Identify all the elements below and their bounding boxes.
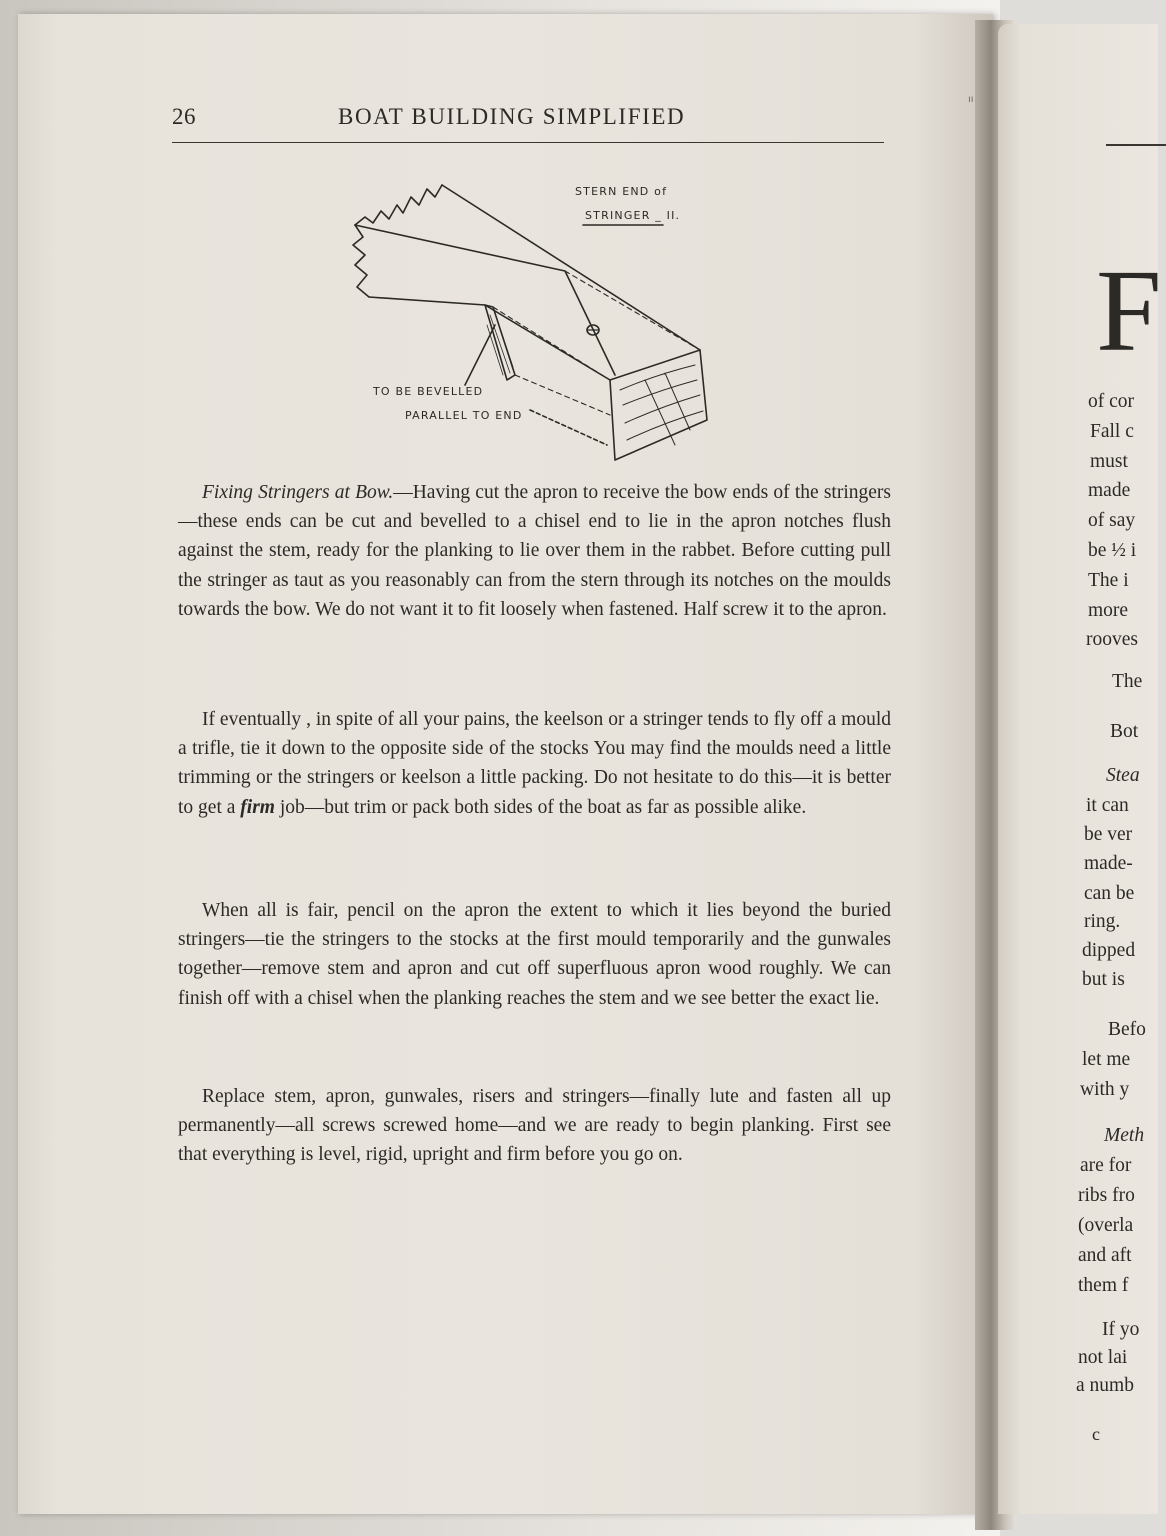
facing-text-line: can be [1084,883,1135,904]
figure-label-top-1: STERN END of [575,185,668,198]
facing-text-line: dipped [1082,940,1136,961]
facing-text-line: The [1112,671,1143,692]
book-title: BOAT BUILDING SIMPLIFIED [338,104,686,129]
stringer-lower-edge [369,297,610,380]
facing-signature-letter: c [1092,1424,1100,1444]
facing-text-line: more [1088,600,1129,621]
leader-line-1 [465,325,495,385]
end-grain [620,365,703,445]
top-dashed [565,271,700,350]
facing-text-line: made [1088,480,1131,501]
facing-text-line: rooves [1086,629,1138,650]
facing-text-line: Befo [1108,1019,1146,1040]
broken-end-left [353,225,369,297]
paragraph-when-all-is-fair: When all is fair, pencil on the apron the extent to which it lies beyond the buried stringers—tie the stringers to the stocks at the first mould temporarily and the gunwales together—remove stem and apron and cut off superfluous apron wood roughly. We can finish off with a chisel when the planking reaches the stem and we see better the exact lie. [178,900,891,1009]
facing-text-line: Bot [1110,721,1139,742]
stringer-illustration [345,175,730,470]
paragraph-eventually [178,705,891,822]
facing-text-line: (overla [1078,1215,1134,1236]
facing-text-line: it can [1086,795,1129,816]
margin-mark: ıı [968,94,974,105]
facing-text-line: be ½ i [1088,540,1137,561]
paragraph-2-text-a: If eventually , in spite of all your pains, the keelson or a stringer tends to fly off a mould a trifle, tie it down to the opposite side of the stocks You may find the moulds need a little trimming or the stringers or keelson a little packing. Do not hesitate to do this—it is better to get a [178,709,891,818]
paragraph-2-text-b: job—but trim or pack both sides of the boat as far as possible alike. [274,796,807,818]
notch-outline [485,305,515,380]
facing-text-line: not lai [1078,1347,1128,1368]
figure-label-bottom-1: TO BE BEVELLED [373,385,484,398]
facing-text-line: be ver [1084,824,1133,845]
paragraph-1-text: —Having cut the apron to receive the bow ends of the stringers—these ends can be cut and bevelled to a chisel end to lie in the apron notches flush against the stem, ready for the planking to lie over them in the rabbet. Before cutting pull the stringer as taut as you reasonably can from the stern through its notches on the moulds towards the bow. We do not want it to fit loosely when fastened. Half screw it to the apron. [178,482,891,620]
facing-text-line: but is [1082,969,1125,990]
facing-text-line: them f [1078,1275,1129,1296]
figure-label-bottom-2: PARALLEL TO END [405,409,523,422]
leader-line-2 [530,410,607,445]
facing-text-line: ribs fro [1078,1185,1135,1206]
broken-end-top [355,185,442,225]
paragraph-fixing-stringers [178,478,891,624]
facing-text-line: Stea [1106,765,1140,786]
facing-text-line: must [1090,451,1128,472]
facing-header-rule [1106,144,1166,146]
stringer-drawing [345,175,730,470]
facing-text-line: If yo [1102,1319,1140,1340]
facing-page-content [998,24,1162,1514]
facing-text-line: let me [1082,1049,1131,1070]
paragraph-2-emphasis: firm [240,796,275,818]
facing-text-line: a numb [1076,1375,1134,1396]
right-page [998,24,1162,1514]
facing-text-line: The i [1088,570,1129,591]
paragraph-run-in-heading: Fixing Stringers at Bow. [202,482,394,503]
page-number: 26 [172,104,196,129]
paragraph-replace-stem: Replace stem, apron, gunwales, risers and stringers—finally lute and fasten all up permanently—all screws screwed home—and we are ready to begin planking. First see that everything is level, rigid, upright and firm before you go on. [178,1086,891,1166]
facing-text-line: Fall c [1090,421,1134,442]
facing-text-line: with y [1080,1079,1130,1100]
facing-text-line: ring. [1084,911,1121,932]
facing-text-line: made- [1084,853,1133,874]
facing-text-line: of say [1088,510,1136,531]
running-head [172,102,884,143]
facing-text-line: of cor [1088,391,1135,412]
figure-label-top-2: STRINGER _ II. [585,209,681,222]
end-face-outline [610,350,707,460]
facing-text-line: are for [1080,1155,1132,1176]
facing-text-line: and aft [1078,1245,1132,1266]
facing-dropcap: F [1096,245,1162,376]
facing-text-line: Meth [1104,1125,1145,1146]
stringer-mid-edge [355,225,615,375]
